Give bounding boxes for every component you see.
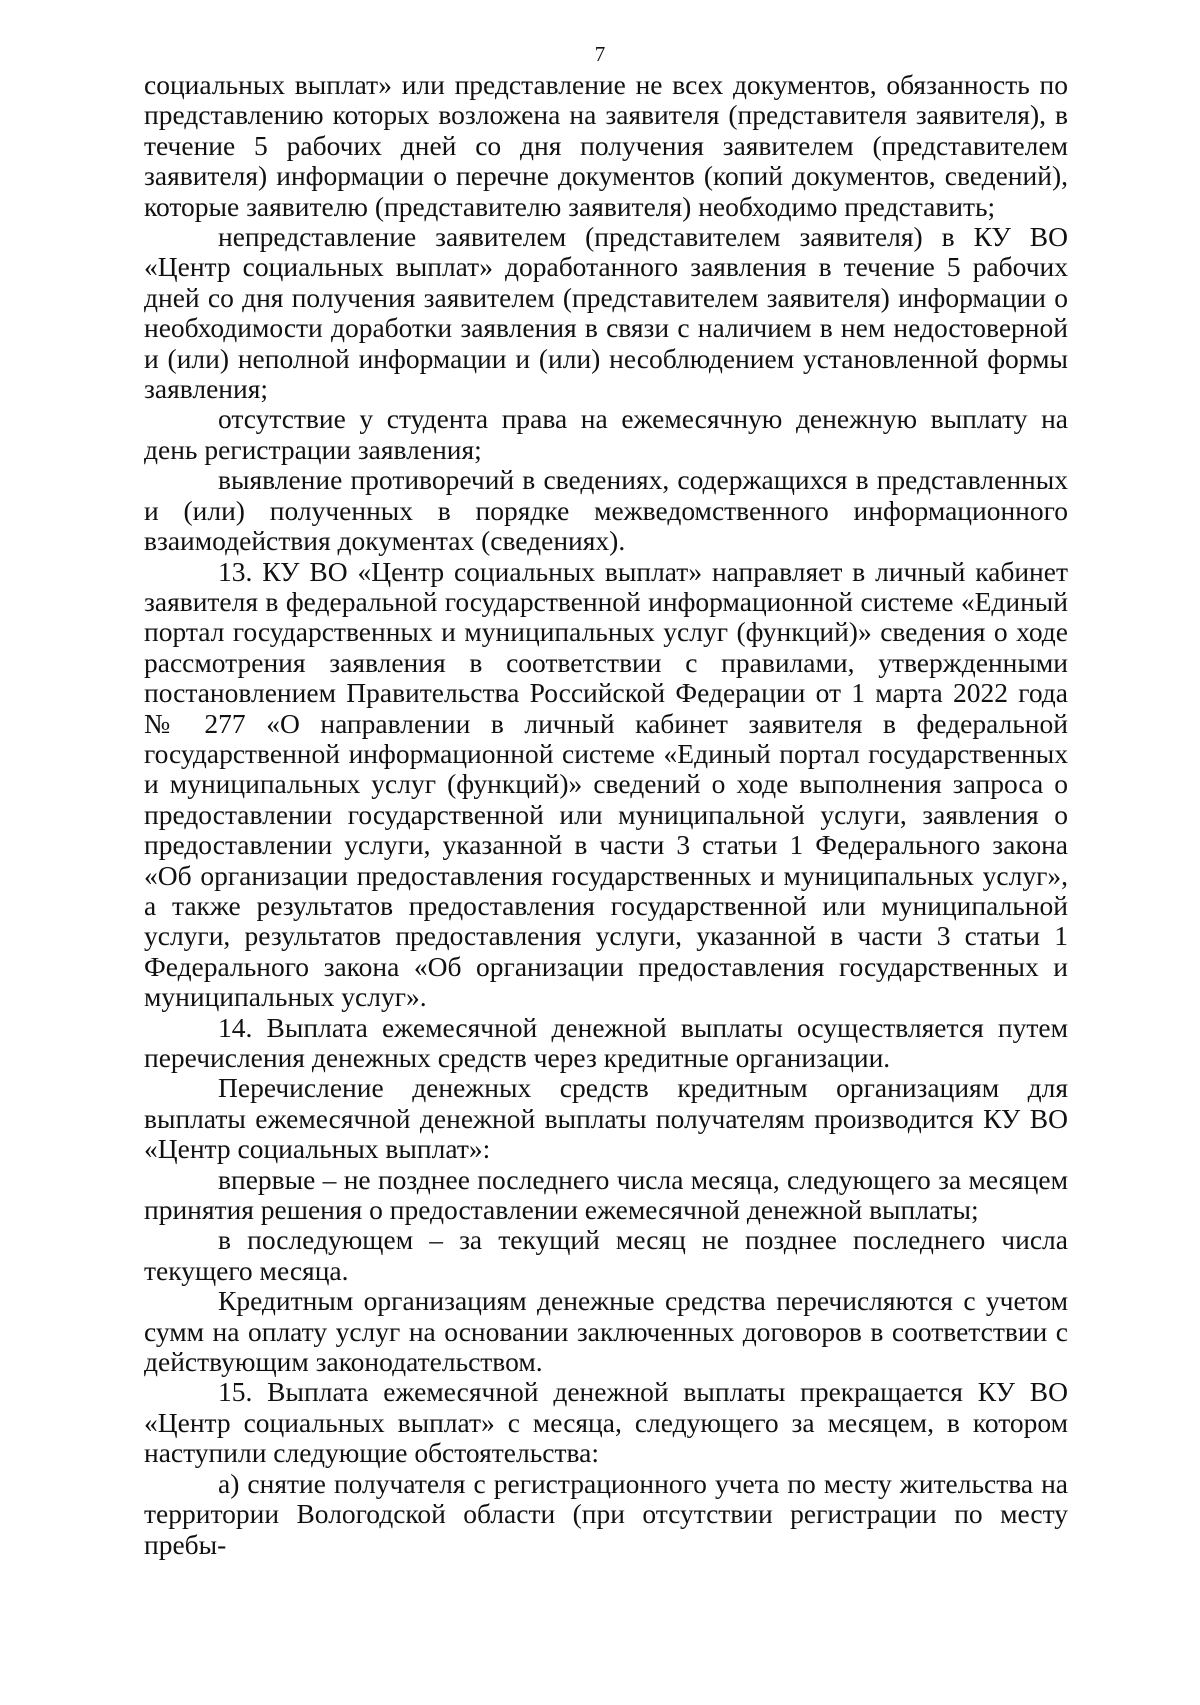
paragraph-item-15a: а) снятие получателя с регистрационного учета по месту жительства на территории Вологодской области (при отсутствии регистрации по месту пребы- xyxy=(144,1467,1068,1560)
paragraph-first-payment: впервые – не позднее последнего числа месяца, следующего за месяцем принятия решения о предоставлении ежемесячной денежной выплаты; xyxy=(144,1163,1068,1226)
paragraph-continuation: социальных выплат» или представление не всех документов, обязанность по представлению которых возложена на заявителя (представителя заявителя), в течение 5 рабочих дней со дня получения заявителем (представителем заявителя) информации о перечне документов (копий документов, сведений), которые заявителю (представителю заявителя) необходимо представить; xyxy=(144,69,1068,222)
paragraph-item-15: 15. Выплата ежемесячной денежной выплаты прекращается КУ ВО «Центр социальных выплат» с месяца, следующего за месяцем, в котором наступили следующие обстоятельства: xyxy=(144,1376,1068,1469)
paragraph-item-14: 14. Выплата ежемесячной денежной выплаты осуществляется путем перечисления денежных средств через кредитные организации. xyxy=(144,1011,1068,1073)
paragraph-subsequent-payments: в последующем – за текущий месяц не позднее последнего числа текущего месяца. xyxy=(144,1224,1068,1286)
paragraph-credit-organizations: Кредитным организациям денежные средства перечисляются с учетом сумм на оплату услуг на основании заключенных договоров в соответствии с действующим законодательством. xyxy=(144,1285,1068,1378)
page-number: 7 xyxy=(594,42,606,66)
paragraph-contradictions: выявление противоречий в сведениях, содержащихся в представленных и (или) полученных в порядке межведомственного информационного взаимодействия документах (сведениях). xyxy=(144,464,1068,557)
paragraph-missing-revised-application: непредставление заявителем (представителем заявителя) в КУ ВО «Центр социальных выплат» доработанного заявления в течение 5 рабочих дней со дня получения заявителем (представителем заявителя) информации о необходимости доработки заявления в связи с наличием в нем недостоверной и (или) неполной информации и (или) несоблюдением установленной формы заявления; xyxy=(144,221,1068,405)
paragraph-no-right-to-payment: отсутствие у студента права на ежемесячную денежную выплату на день регистрации заявления; xyxy=(144,403,1068,465)
document-body xyxy=(144,70,1068,1560)
paragraph-item-13: 13. КУ ВО «Центр социальных выплат» направляет в личный кабинет заявителя в федеральной государственной информационной системе «Единый портал государственных и муниципальных услуг (функций)» сведения о ходе рассмотрения заявления в соответствии с правилами, утвержденными постановлением Правительства Российской Федерации от 1 марта 2022 года № 277 «О направлении в личный кабинет заявителя в федеральной государственной информационной системе «Единый портал государственных и муниципальных услуг (функций)» сведений о ходе выполнения запроса о предоставлении государственной или муниципальной услуги, заявления о предоставлении услуги, указанной в части 3 статьи 1 Федерального закона «Об организации предоставления государственных и муниципальных услуг», а также результатов предоставления государственной или муниципальной услуги, результатов предоставления услуги, указанной в части 3 статьи 1 Федерального закона «Об организации предоставления государственных и муниципальных услуг». xyxy=(144,555,1068,1013)
paragraph-transfer-of-funds: Перечисление денежных средств кредитным организациям для выплаты ежемесячной денежной выплаты получателям производится КУ ВО «Центр социальных выплат»: xyxy=(144,1072,1068,1165)
